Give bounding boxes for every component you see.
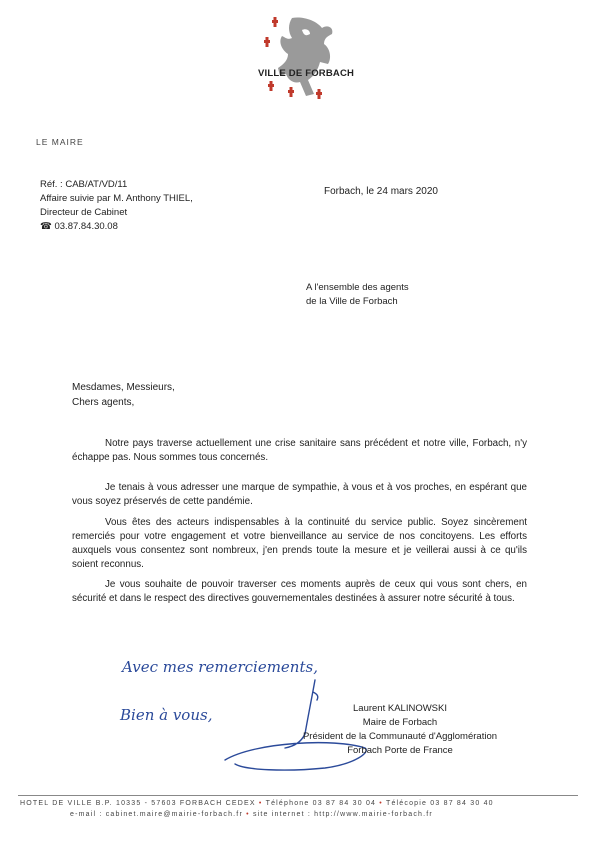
lion-emblem-icon	[258, 14, 350, 108]
salutation	[72, 380, 175, 410]
followed-by-role: Directeur de Cabinet	[40, 207, 128, 218]
footer-bullet: •	[246, 811, 253, 818]
salutation-line2: Chers agents,	[72, 397, 135, 408]
footer-website[interactable]: site internet : http://www.mairie-forbach.fr	[252, 811, 433, 818]
handwritten-closing: Bien à vous,	[120, 706, 213, 724]
footer-email[interactable]: e-mail : cabinet.maire@mairie-forbach.fr	[70, 811, 243, 818]
phone-number: 03.87.84.30.08	[54, 221, 118, 232]
addressee-line1: A l'ensemble des agents	[306, 282, 409, 293]
logo-text: VILLE DE FORBACH	[258, 68, 355, 79]
reference-block	[40, 178, 193, 234]
footer-line-1	[20, 800, 494, 807]
reference-number: Réf. : CAB/AT/VD/11	[40, 179, 128, 190]
body-paragraph-4: Je vous souhaite de pouvoir traverser ces moments auprès de ceux qui vous sont chers, en sécurité et dans le respect des directives gouvernementales destinées à assurer notre sécurité à tous.	[72, 579, 527, 604]
footer-bullet: •	[379, 800, 386, 807]
signatory-name: Laurent KALINOWSKI	[353, 703, 447, 714]
phone-icon: ☎	[40, 221, 52, 232]
footer-bullet: •	[258, 800, 266, 807]
date-line: Forbach, le 24 mars 2020	[324, 186, 438, 197]
sender-title: LE MAIRE	[36, 137, 84, 147]
body-paragraph-2: Je tenais à vous adresser une marque de sympathie, à vous et à vos proches, en espérant que vous soyez préservés de cette pandémie.	[72, 482, 527, 507]
signatory-block	[300, 702, 500, 758]
addressee-line2: de la Ville de Forbach	[306, 296, 398, 307]
footer-address: HOTEL DE VILLE B.P. 10335 - 57603 FORBACH CEDEX	[20, 800, 256, 807]
body-paragraph-1: Notre pays traverse actuellement une crise sanitaire sans précédent et notre ville, Forbach, n'y échappe pas. Nous sommes tous concernés.	[72, 438, 527, 463]
footer-telecopie: Télécopie 03 87 84 30 40	[385, 800, 494, 807]
footer-divider	[18, 795, 578, 796]
footer-telephone: Téléphone 03 87 84 30 04	[265, 800, 377, 807]
signatory-role-1: Président de la Communauté d'Agglomération	[302, 731, 498, 742]
handwritten-thanks: Avec mes remerciements,	[122, 658, 318, 676]
addressee	[306, 281, 409, 309]
signatory-role-2: Forbach Porte de France	[347, 745, 453, 756]
footer-line-2	[70, 811, 433, 818]
signatory-title: Maire de Forbach	[362, 717, 438, 728]
phone-line	[40, 220, 193, 234]
followed-by: Affaire suivie par M. Anthony THIEL,	[40, 193, 193, 204]
salutation-line1: Mesdames, Messieurs,	[72, 382, 175, 393]
body-paragraph-3: Vous êtes des acteurs indispensables à la continuité du service public. Soyez sincèrement remerciés pour votre engagement et votre bienveillance au service de nos concitoyens. Les efforts auxquels vous consentez sont nombreux, j'en prends toute la mesure et je veillerai aussi à ce qu'ils soient reconnus.	[72, 517, 527, 570]
